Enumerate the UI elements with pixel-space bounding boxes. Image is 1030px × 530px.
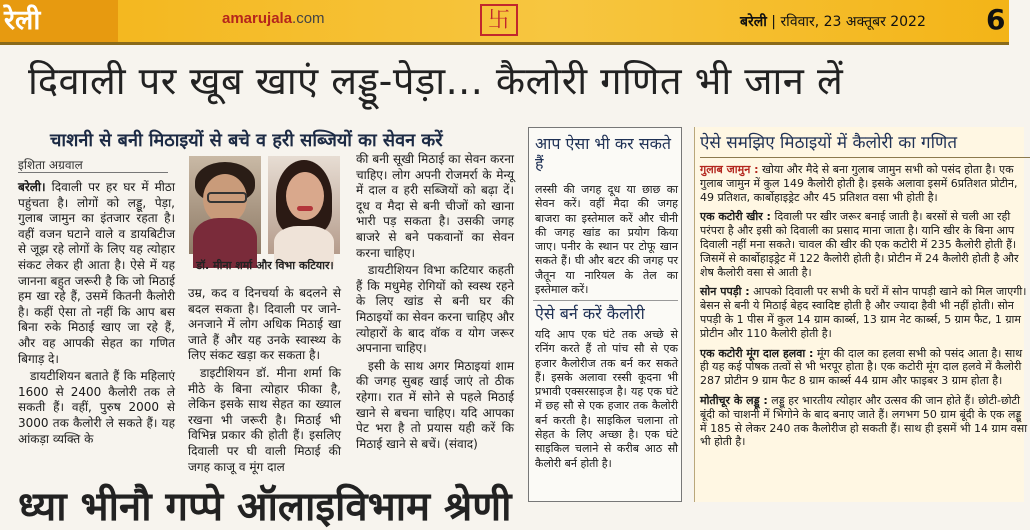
tips-heading: आप ऐसा भी कर सकते हैं bbox=[535, 134, 672, 173]
site-name-main: amarujala bbox=[222, 10, 293, 27]
calorie-item-gulab-jamun bbox=[700, 163, 1030, 204]
col3-paragraph-1: की बनी सूखी मिठाई का सेवन करना चाहिए। लोग अपनी रोजमर्रा के मेन्यू में दाल व हरी सब्जियों को बढ़ा दें। दूध व मैदा से बनी चीजों को खाना भारी पड़ सकता है। उसकी जगह बाजरे से बने पकवानों का सेवन करना चाहिए। bbox=[356, 152, 514, 260]
col1-paragraph-1 bbox=[18, 180, 175, 367]
article-column-1 bbox=[18, 180, 175, 502]
calorie-item-son-papdi bbox=[700, 285, 1030, 340]
col1-paragraph-1-text: दिवाली पर हर घर में मीठा पहुंचता है। लोगों को लड्डू, पेड़ा, गुलाब जामुन का इंतजार रहता है। वहीं वजन घटाने वाले व डायबिटीज से जूझ रहे लोगों के लिए यह त्योहार संकट लेकर ही आता है। ऐसे में यह जानना बहुत जरूरी है कि जो मिठाई हम खा रहे हैं, उसमें कितनी कैलोरी है। कहीं ऐसा तो नहीं कि आप बस बिना रुके मिठाई खाए जा रहे हैं, और वह आपकी सेहत का गणित बिगाड़ दे। bbox=[18, 180, 175, 366]
calorie-item-label: गुलाब जामुन : bbox=[700, 163, 759, 176]
site-name[interactable] bbox=[222, 10, 325, 27]
sidebar-divider bbox=[700, 157, 1030, 158]
date-line bbox=[740, 12, 926, 31]
byline-divider bbox=[18, 172, 168, 173]
calorie-item-text: लड्डू हर भारतीय त्योहार और उत्सव की जान होते हैं। छोटी-छोटी बूंदी को चाशनी में भिगोने के बाद बनाए जाते हैं। लगभग 50 ग्राम बूंदी के एक लड्डू में 185 से लेकर 240 तक कैलोरीज हो सकती हैं। साथ ही इसमें भी 14 ग्राम वसा भी होती है। bbox=[700, 393, 1028, 449]
calorie-item-text: दिवाली पर खीर जरूर बनाई जाती है। बरसों से चली आ रही परंपरा है और इसी को दिवाली का प्रसाद माना जाता है। यानि खीर के बिना आप दिवाली नहीं मना सकते। चावल की खीर की एक कटोरी में 235 कैलोरी होती हैं। जिसमें से कार्बोहाइड्रेट में 122 कैलोरी होती है। प्रोटीन में 24 कैलोरी होती है और शेष कैलोरी वसा से आती है। bbox=[700, 210, 1019, 279]
calorie-list bbox=[700, 163, 1030, 501]
burn-calories-text: यदि आप एक घंटे तक अच्छे से रनिंग करते हैं तो पांच सौ से एक हजार कैलोरीज तक बर्न कर सकते हैं। इसके अलावा रस्सी कूदना भी प्रभावी एक्सरसाइज है। यह एक घंटे में छह सौ से एक हजार तक कैलोरी बर्न करती है। साइकिल चलाना तो सेहत के लिए अच्छा है। एक घंटे साइकिल चलाने से करीब आठ सौ कैलोरी बर्न होती है। bbox=[535, 328, 678, 470]
burn-calories-heading: ऐसे बर्न करें कैलोरी bbox=[535, 304, 645, 323]
photo-meena-sharma bbox=[189, 156, 261, 254]
date-city: बरेली bbox=[740, 14, 767, 30]
calorie-item-kheer bbox=[700, 210, 1030, 279]
next-article-headline-text: ध्या भीनौ गप्पे ऑलाइविभाम श्रेणी bbox=[18, 484, 512, 530]
col2-paragraph-1: उम्र, कद व दिनचर्या के बदलने से बदल सकता है। दिवाली पर जाने-अनजाने में लोग अधिक मिठाई खा जाते हैं और यह उनके स्वास्थ्य के लिए संकट खड़ा कर सकता है। bbox=[188, 286, 341, 363]
calorie-item-label: सोन पपड़ी : bbox=[700, 285, 750, 299]
article-column-3 bbox=[356, 152, 514, 502]
sub-headline: चाशनी से बनी मिठाइयों से बचे व हरी सब्जियों का सेवन करें bbox=[50, 130, 443, 151]
calorie-item-label: मोतीचूर के लड्डू : bbox=[700, 393, 768, 407]
byline: इशिता अग्रवाल bbox=[18, 158, 83, 172]
calorie-sidebar-heading: ऐसे समझिए मिठाइयों में कैलोरी का गणित bbox=[700, 133, 958, 153]
calorie-item-label: एक कटोरी खीर : bbox=[700, 210, 771, 224]
photo-vibha-katiyar bbox=[268, 156, 340, 254]
calorie-item-moong-dal-halwa bbox=[700, 347, 1030, 388]
page-number: 6 bbox=[986, 3, 1006, 36]
col2-paragraph-2: डाइटीशियन डॉ. मीना शर्मा कि मीठे के बिना त्योहार फीका है, लेकिन इसके साथ सेहत का ख्याल रखना भी जरूरी है। मिठाई भी विभिन्न प्रकार की होती हैं। इसलिए दिवाली पर घी वाली मिठाई की जगह काजू व मूंग दाल bbox=[188, 365, 341, 474]
calorie-item-label: एक कटोरी मूंग दाल हलवा : bbox=[700, 346, 814, 360]
swastik-emblem: 卐 bbox=[480, 4, 518, 36]
dateline: बरेली। bbox=[18, 180, 46, 194]
top-divider bbox=[0, 42, 1009, 45]
calorie-item-text: मूंग की दाल का हलवा सभी को पसंद आता है। साथ ही यह कई पोषक तत्वों से भी भरपूर होता है। एक कटोरी मूंग दाल हलवे में कैलोरी 287 प्रोटीन 9 ग्राम फैट 8 ग्राम कार्ब्स 44 ग्राम और फाइबर 3 ग्राम होता है। bbox=[700, 346, 1023, 388]
tips-text: लस्सी की जगह दूध या छाछ का सेवन करें। वहीं मैदा की जगह बाजरा का इस्तेमाल करें और चीनी की जगह खांड का प्रयोग किया जाए। पनीर के स्थान पर टोफू खान सकते हैं। घी और बटर की जगह पर जैतून या नारियल के तेल का इस्तेमाल करें। bbox=[535, 183, 678, 297]
col1-paragraph-2: डायटीशियन बताते हैं कि महिलाएं 1600 से 2400 कैलोरी तक ले सकती हैं। वहीं, पुरुष 2000 से 3000 तक कैलोरी ले सकते हैं। यह आंकड़ा व्यक्ति के bbox=[18, 369, 175, 446]
site-tld: .com bbox=[292, 10, 325, 27]
date-text: | रविवार, 23 अक्तूबर 2022 bbox=[766, 14, 926, 30]
main-headline: दिवाली पर खूब खाएं लड्डू-पेड़ा... कैलोरी गणित भी जान लें bbox=[28, 59, 844, 103]
calorie-item-text: आपको दिवाली पर सभी के घरों में सोन पापड़ी खाने को मिल जाएगी। बेसन से बनी ये मिठाई बेहद स्वादिष्ट होती है और ज्यादा हैवी भी नहीं होती। सोन पपड़ी के 1 पीस में कुल 14 ग्राम कार्ब्स, 13 ग्राम नेट कार्ब्स, 5 ग्राम फैट, 1 ग्राम प्रोटीन और 110 कैलोरी होती है। bbox=[700, 285, 1027, 340]
photo-caption: डॉ. मीना शर्मा और विभा कटियार। bbox=[196, 259, 334, 272]
calorie-item-motichoor-laddu bbox=[700, 394, 1030, 449]
article-column-2 bbox=[188, 286, 341, 502]
city-tab: रेली bbox=[0, 0, 118, 42]
col3-paragraph-2: डायटीशियन विभा कटियार कहती हैं कि मधुमेह रोगियों को स्वस्थ रहने के लिए खांड से बनी घर की मिठाइयों का सेवन करना चाहिए और त्योहारों के बाद वॉक व योग जरूर अपनाना चाहिए। bbox=[356, 263, 514, 356]
next-article-headline-cropped bbox=[18, 484, 1027, 530]
calorie-item-text: खोया और मैदे से बना गुलाब जामुन सभी को पसंद होता है। एक गुलाब जामुन में कुल 149 कैलोरी होती है। इसके अलावा इसमें 6प्रतिशत प्रोटीन, 49 प्रतिशत, कार्बोहाइड्रेट और 45 प्रतिशत वसा भी होती है। bbox=[700, 163, 1018, 204]
box-divider bbox=[533, 300, 678, 301]
col3-paragraph-3: इसी के साथ अगर मिठाइयां शाम की जगह सुबह खाई जाएं तो ठीक रहेगा। रात में सोने से पहले मिठाई खाने से बचना चाहिए। यदि आपका पेट भरा है तो प्रयास यही करें कि मिठाई खाने से बचें। (संवाद) bbox=[356, 358, 514, 451]
